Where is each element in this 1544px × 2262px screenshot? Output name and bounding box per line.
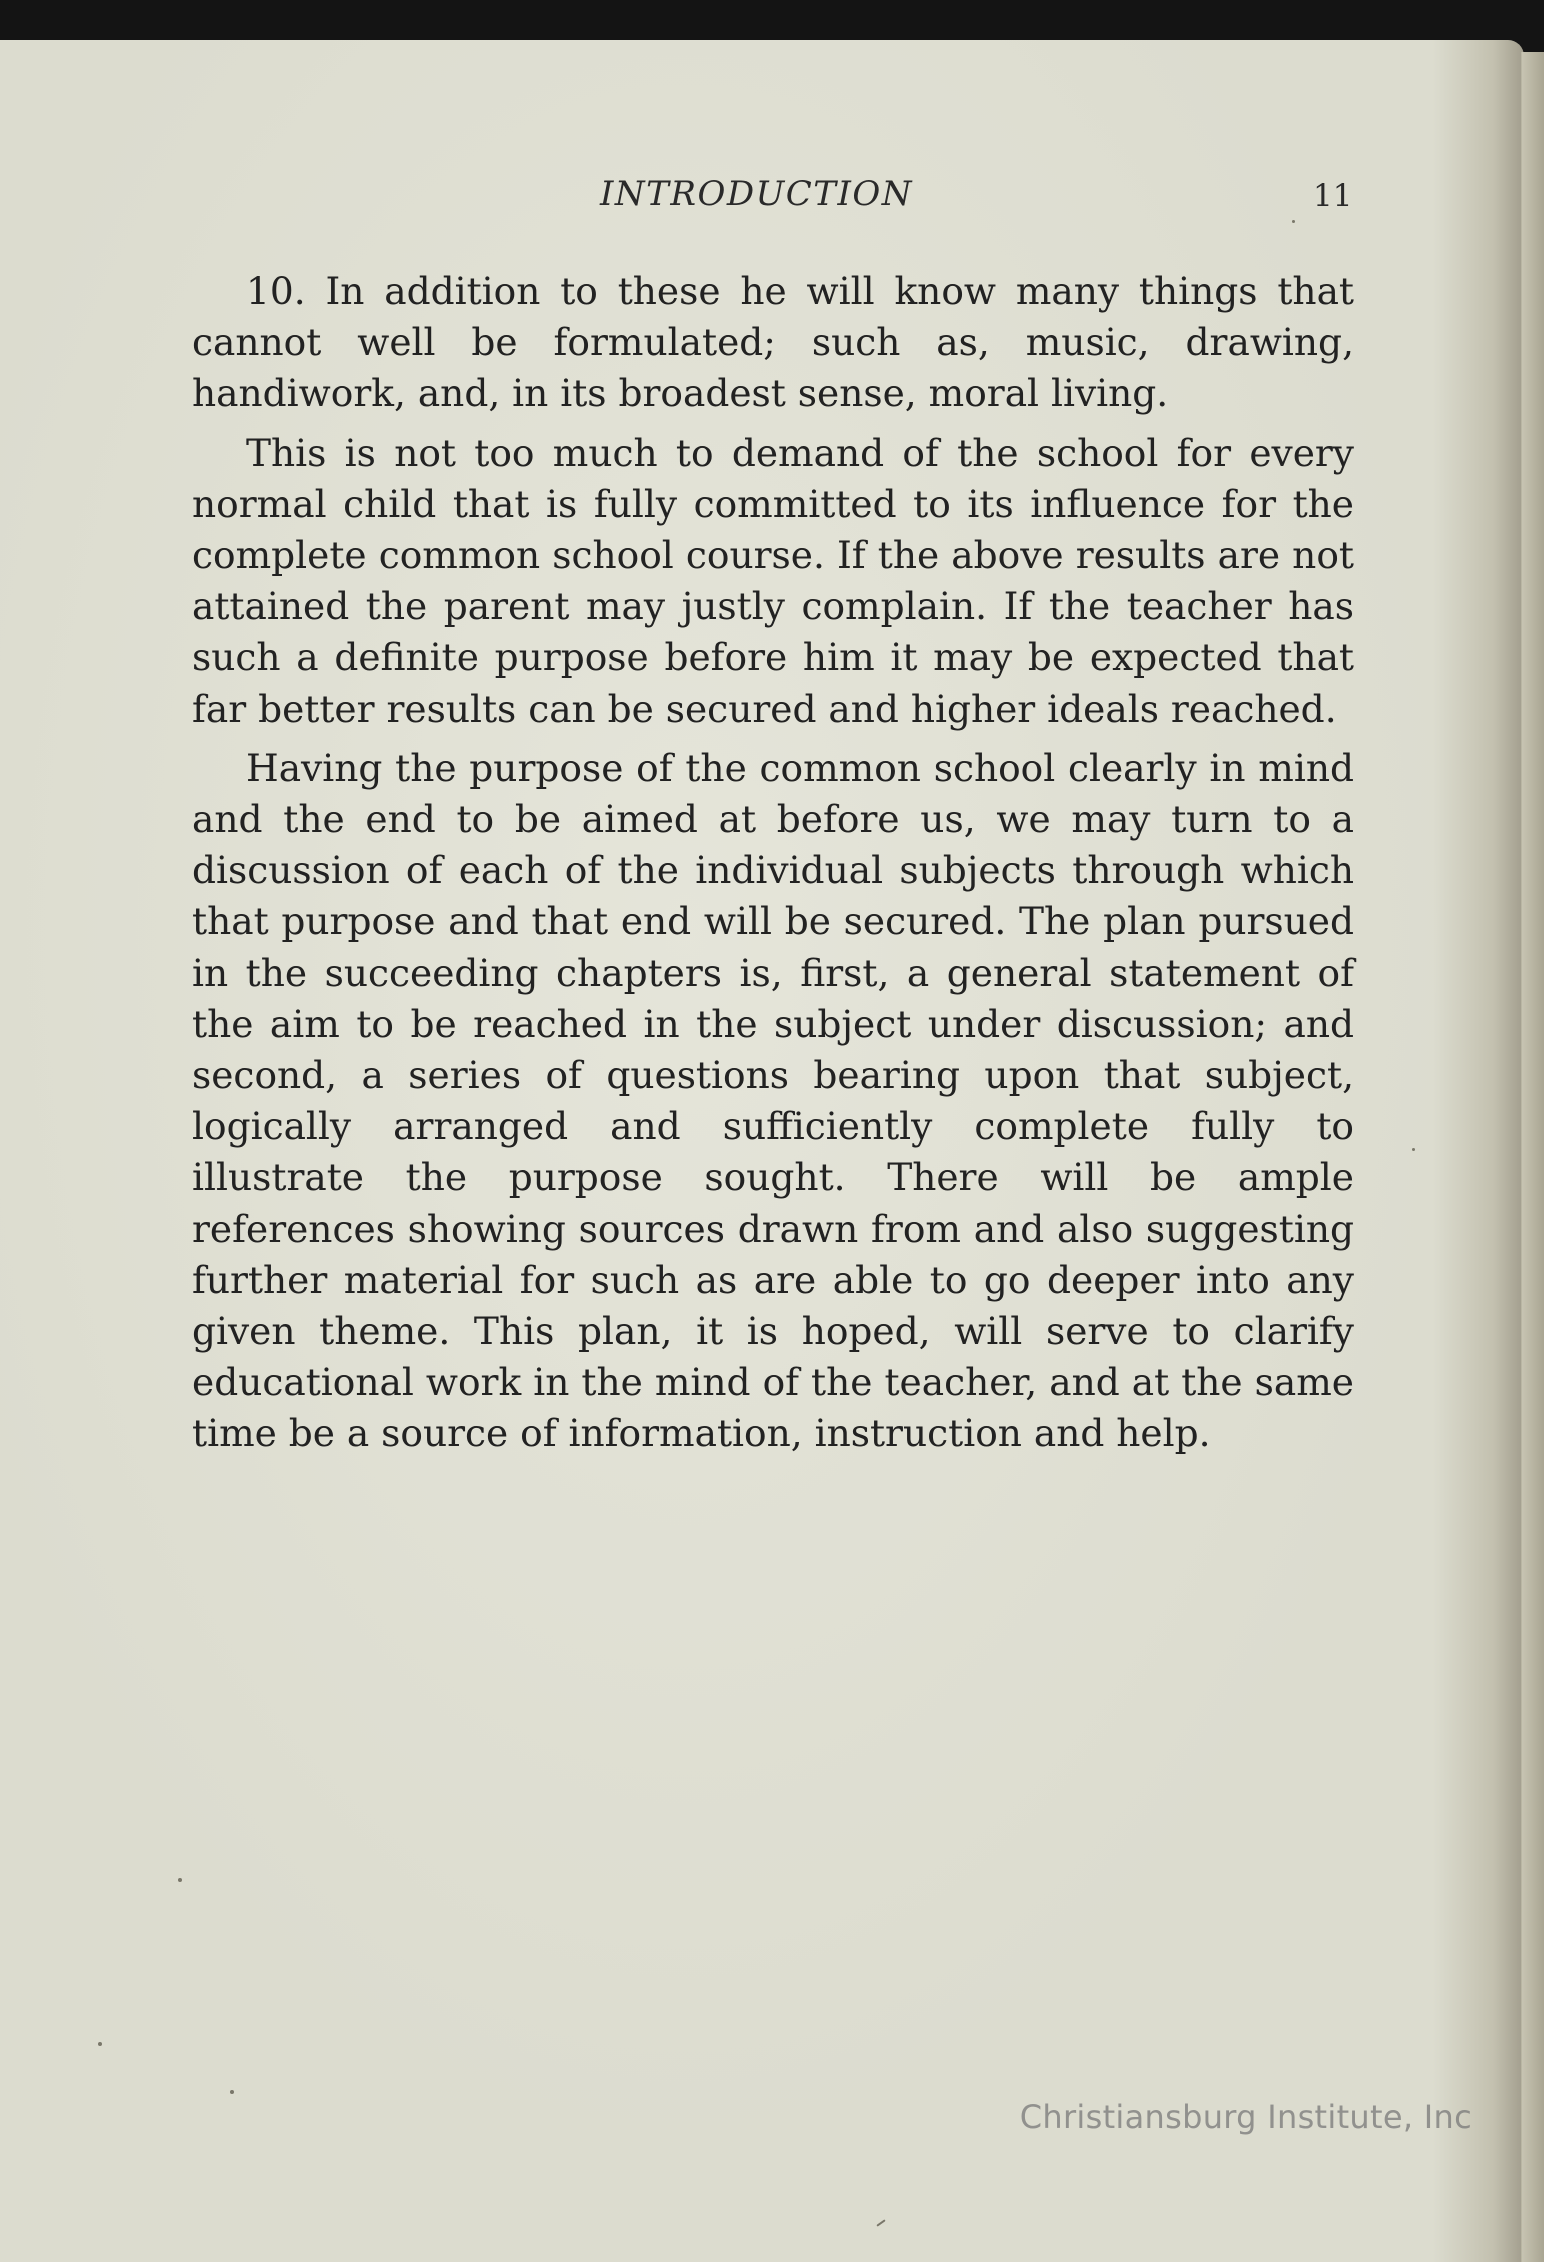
paper-speck: [230, 2090, 234, 2094]
running-header: [0, 172, 1544, 222]
paper-speck: [1412, 1148, 1415, 1151]
paper-speck: [98, 2042, 102, 2046]
page-edge: [1521, 52, 1544, 2262]
running-title: INTRODUCTION: [600, 174, 913, 214]
paragraph-1: 10. In addition to these he will know many things that cannot well be formulated; such as, music, drawing, handiwork, and, in its broadest sense, moral living.: [192, 269, 1354, 416]
watermark: Christiansburg Institute, Inc: [1019, 2098, 1472, 2136]
paper-speck: [1292, 220, 1295, 223]
page-number: 11: [1313, 178, 1353, 214]
body-text: [192, 266, 1354, 1468]
paragraph-3: Having the purpose of the common school clearly in mind and the end to be aimed at before us, we may turn to a discussion of each of the individual subjects through which that purpose and that end will be secured. The plan pursued in the succeeding chapters is, first, a general statement of the aim to be reached in the subject under discussion; and second, a series of questions bearing upon that subject, logically arranged and sufficiently complete fully to illustrate the purpose sought. There will be ample references showing sources drawn from and also suggesting further material for such as are able to go deeper into any given theme. This plan, it is hoped, will serve to clarify educational work in the mind of the teacher, and at the same time be a source of information, instruction and help.: [192, 745, 1354, 1456]
paper-speck: [178, 1878, 182, 1882]
paragraph-2: This is not too much to demand of the school for every normal child that is fully committed to its influence for the complete common school course. If the above results are not attained the parent may justly complain. If the teacher has such a definite purpose before him it may be expected that far better results can be secured and higher ideals reached.: [192, 430, 1354, 731]
